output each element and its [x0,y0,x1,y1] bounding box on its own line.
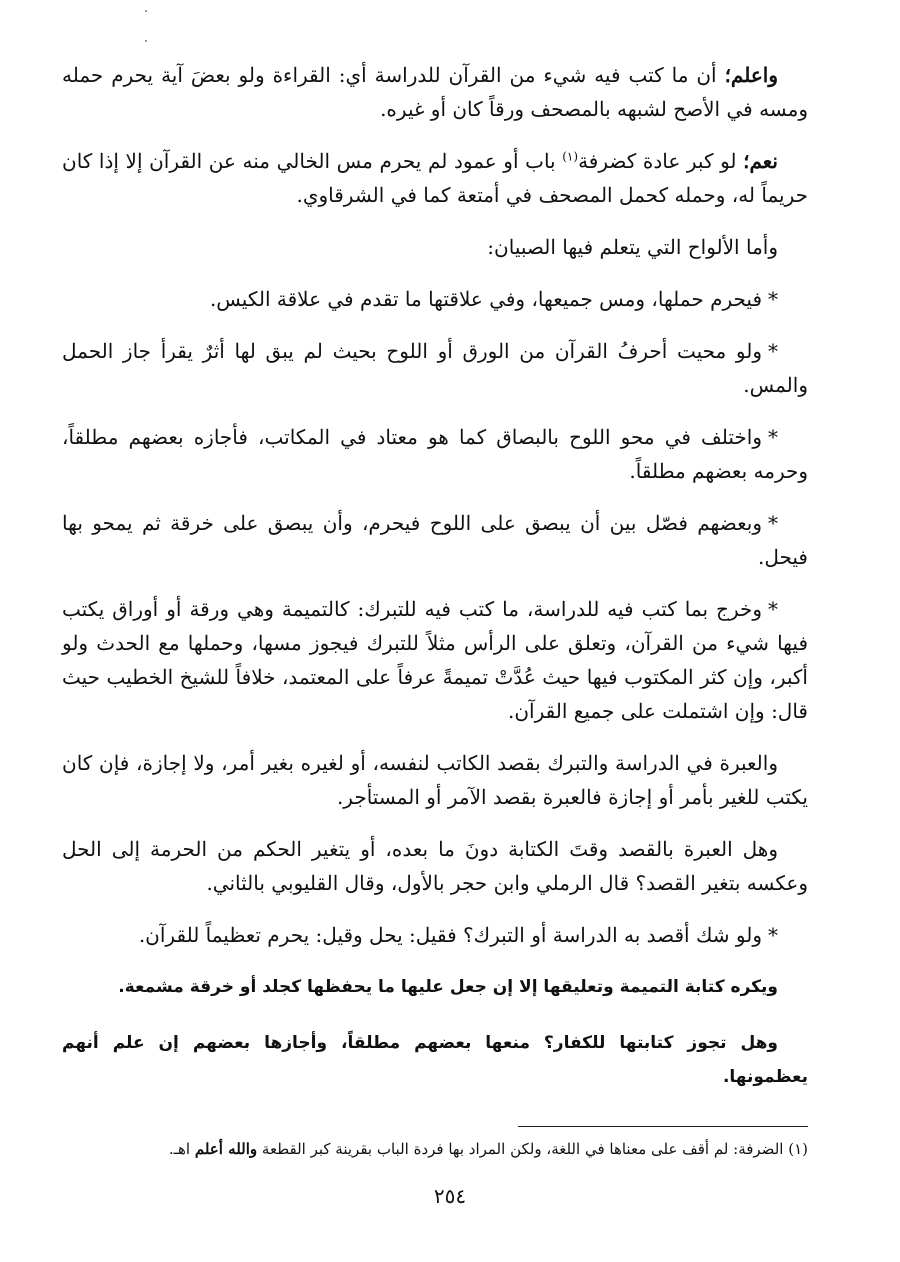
lead-word: نعم؛ [743,149,778,173]
list-item [62,334,808,402]
paragraph-naam [62,144,808,212]
paragraph-alwah [62,230,808,264]
footnote-divider [518,1126,808,1127]
list-item [62,592,808,728]
footnote-mark[interactable]: (١) [562,149,579,164]
paragraph-waalam [62,58,808,126]
bullet-star-icon: * [768,339,778,363]
paragraph-ibrah [62,746,808,814]
paragraph-text: وهل العبرة بالقصد وقتَ الكتابة دونَ ما بعده، أو يتغير الحكم من الحرمة إلى الحل وعكسه بتغير القصد؟ قال الرملي وابن حجر بالأول، وقال القليوبي بالثاني. [62,837,808,895]
footnote-text: الضرفة: لم أقف على معناها في اللغة، ولكن المراد بها فردة الباب بقرينة كبر القطعة [261,1140,784,1158]
footnote-closing: والله أعلم [194,1140,258,1158]
footnote-end: اهـ. [168,1140,191,1158]
lead-word: واعلم؛ [724,63,778,87]
paragraph-text: باب أو عمود لم يحرم مس الخالي منه عن القرآن إلا إذا كان حريماً له، وحمله كحمل المصحف في أمتعة كما في الشرقاوي. [62,149,808,207]
paragraph-qasd [62,832,808,900]
item-text: فيحرم حملها، ومس جميعها، وفي علاقتها ما تقدم في علاقة الكيس. [209,287,762,311]
item-text: ولو محيت أحرفُ القرآن من الورق أو اللوح بحيث لم يبق لها أثرٌ يقرأ جاز الحمل والمس. [62,339,808,397]
bullet-star-icon: * [768,287,778,311]
list-item [62,420,808,488]
page-number: ٢٥٤ [433,1184,467,1208]
item-text: واختلف في محو اللوح بالبصاق كما هو معتاد في المكاتب، فأجازه بعضهم مطلقاً، وحرمه بعضهم مطلقاً. [62,425,808,483]
item-text: ولو شك أقصد به الدراسة أو التبرك؟ فقيل: يحل وقيل: يحرم تعظيماً للقرآن. [138,923,762,947]
list-item [62,282,808,316]
scan-speck [145,10,147,12]
list-item [62,918,808,952]
paragraph-text: لو كبر عادة كضرفة [578,149,744,173]
footnote-number: (١) [788,1140,808,1158]
bold-note-kuffar: وهل تجوز كتابتها للكفار؟ منعها بعضهم مطلقاً، وأجازها بعضهم إن علم أنهم يعظمونها. [62,1033,808,1087]
bullet-star-icon: * [768,923,778,947]
bullet-star-icon: * [768,597,778,621]
list-item [62,506,808,574]
item-text: وخرج بما كتب فيه للدراسة، ما كتب فيه للتبرك: كالتميمة وهي ورقة أو أوراق يكتب فيها شيء من القرآن، وتعلق على الرأس مثلاً للتبرك فيجوز مسها، وحملها مع الحدث ولو أكبر، وإن كثر المكتوب فيها حيث عُدَّتْ تميمةً عرفاً على المعتمد، خلافاً للشيخ الخطيب حيث قال: وإن اشتملت على جميع القرآن. [62,597,808,723]
scan-speck [145,40,147,42]
paragraph-text: والعبرة في الدراسة والتبرك بقصد الكاتب لنفسه، أو لغيره بغير أمر، ولا إجازة، فإن كان يكتب للغير بأمر أو إجازة فالعبرة بقصد الآمر أو المستأجر. [62,751,808,809]
paragraph-text: وأما الألواح التي يتعلم فيها الصبيان: [487,235,778,259]
bold-note-tamima: ويكره كتابة التميمة وتعليقها إلا إن جعل عليها ما يحفظها كجلد أو خرقة مشمعة. [118,977,778,997]
page-body [62,58,808,1116]
item-text: وبعضهم فصّل بين أن يبصق على اللوح فيحرم، وأن يبصق على خرقة ثم يمحو بها فيحل. [62,511,808,569]
paragraph-text: أن ما كتب فيه شيء من القرآن للدراسة أي: القراءة ولو بعضَ آية يحرم حمله ومسه في الأصح لشبهه بالمصحف ورقاً كان أو غيره. [62,63,808,121]
bullet-star-icon: * [768,425,778,449]
footnote [88,1136,808,1162]
bullet-star-icon: * [768,511,778,535]
